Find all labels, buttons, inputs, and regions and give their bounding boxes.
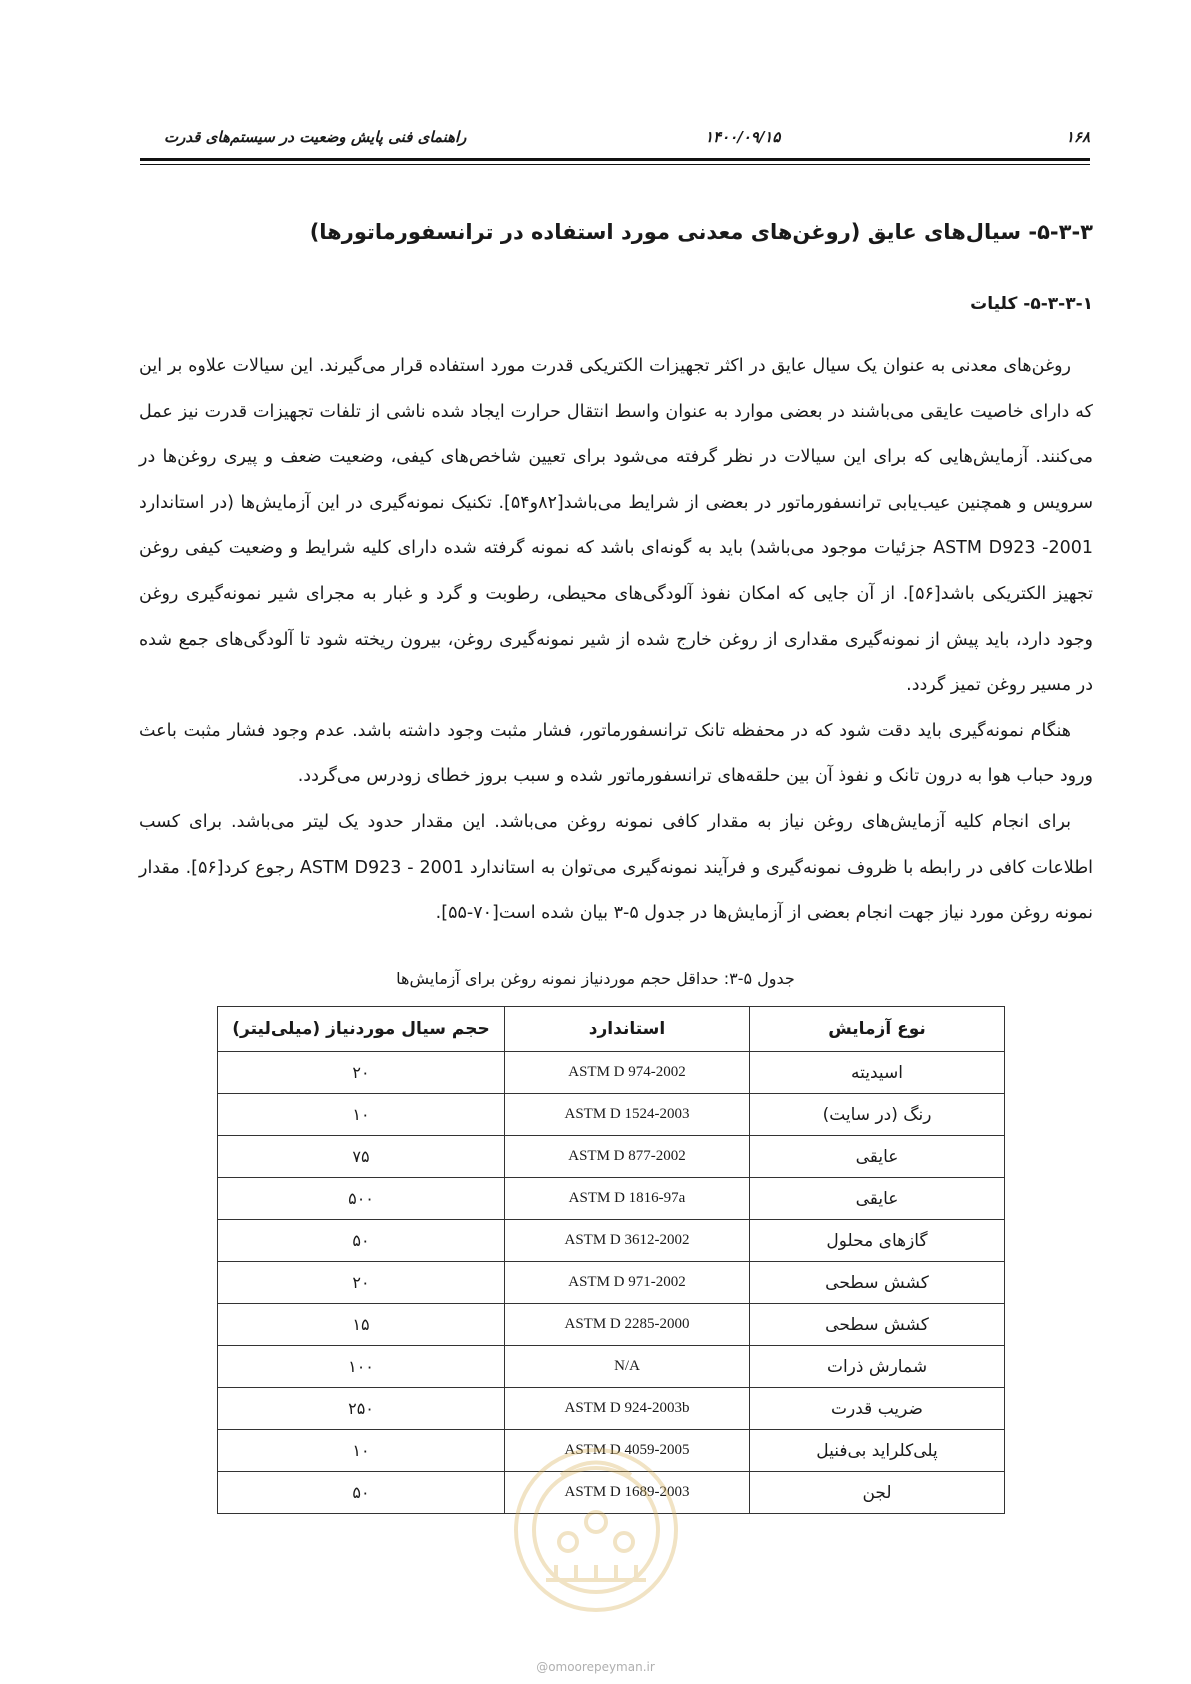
watermark-url <box>0 1660 1191 1674</box>
body-text <box>139 344 1093 937</box>
subsection-title: ۵-۳-۳-۱- کلیات <box>970 294 1093 314</box>
cell-test-type: پلی‌کلراید بی‌فنیل <box>750 1430 1005 1472</box>
cell-volume: ۱۰۰ <box>218 1346 505 1388</box>
cell-test-type: کشش سطحی <box>750 1304 1005 1346</box>
cell-standard: ASTM D 971-2002 <box>505 1262 750 1304</box>
table-row <box>218 1220 1005 1262</box>
page-header <box>140 128 1090 152</box>
table-header-row <box>218 1007 1005 1052</box>
header-rule-thick <box>140 158 1090 161</box>
cell-volume: ۵۰۰ <box>218 1178 505 1220</box>
cell-standard: ASTM D 4059-2005 <box>505 1430 750 1472</box>
table-row <box>218 1262 1005 1304</box>
cell-test-type: شمارش ذرات <box>750 1346 1005 1388</box>
cell-standard: ASTM D 3612-2002 <box>505 1220 750 1262</box>
cell-test-type: لجن <box>750 1472 1005 1514</box>
table-row <box>218 1136 1005 1178</box>
header-date: ۱۴۰۰/۰۹/۱۵ <box>705 128 781 146</box>
table-row <box>218 1346 1005 1388</box>
cell-standard: ASTM D 2285-2000 <box>505 1304 750 1346</box>
cell-test-type: ضریب قدرت <box>750 1388 1005 1430</box>
paragraph: روغن‌های معدنی به عنوان یک سیال عایق در اکثر تجهیزات الکتریکی قدرت مورد استفاده قرار می‌گیرند. این سیالات علاوه بر این که دارای خاصیت عایقی می‌باشند در بعضی موارد به عنوان واسط انتقال حرارت ایجاد شده ناشی از تلفات تجهیزات قدرت نیز عمل می‌کنند. آزمایش‌هایی که برای این سیالات در نظر گرفته می‌شود برای تعیین شاخص‌های کیفی، وضعیت ضعف و پیری روغن‌ها در سرویس و همچنین عیب‌یابی ترانسفورماتور در بعضی از شرایط می‌باشد[۸۲و۵۴]. تکنیک نمونه‌گیری در این آزمایش‌ها (در استاندارد ASTM D923 -2001 جزئیات موجود می‌باشد) باید به گونه‌ای باشد که نمونه گرفته شده دارای کلیه شرایط و وضعیت کیفی روغن تجهیز الکتریکی باشد[۵۶]. از آن جایی که امکان نفوذ آلودگی‌های محیطی، رطوبت و گرد و غبار به مجرای شیر نمونه‌گیری روغن وجود دارد، باید پیش از نمونه‌گیری مقداری از روغن خارج شده از شیر نمونه‌گیری روغن، بیرون ریخته شود تا آلودگی‌های جمع شده در مسیر روغن تمیز گردد. <box>139 356 1094 696</box>
cell-standard: ASTM D 924-2003b <box>505 1388 750 1430</box>
at-icon: @ <box>536 1660 549 1674</box>
paragraph: برای انجام کلیه آزمایش‌های روغن نیاز به مقدار کافی نمونه روغن می‌باشد. این مقدار حدود یک لیتر می‌باشد. برای کسب اطلاعات کافی در رابطه با ظروف نمونه‌گیری و فرآیند نمونه‌گیری می‌توان به استاندارد ASTM D923 - 2001 رجوع کرد[۵۶]. مقدار نمونه روغن مورد نیاز جهت انجام بعضی از آزمایش‌ها در جدول ۵-۳ بیان شده است[۷۰-۵۵]. <box>139 811 1093 924</box>
watermark-text: omoorepeyman.ir <box>548 1660 655 1674</box>
table-row <box>218 1178 1005 1220</box>
cell-volume: ۲۵۰ <box>218 1388 505 1430</box>
cell-volume: ۱۵ <box>218 1304 505 1346</box>
paragraph: هنگام نمونه‌گیری باید دقت شود که در محفظه تانک ترانسفورماتور، فشار مثبت وجود داشته باشد. عدم وجود فشار مثبت باعث ورود حباب هوا به درون تانک و نفوذ آن بین حلقه‌های ترانسفورماتور شده و سبب بروز خطای زودرس می‌گردد. <box>139 720 1093 787</box>
cell-standard: ASTM D 1524-2003 <box>505 1094 750 1136</box>
column-header-standard: استاندارد <box>505 1007 750 1052</box>
cell-volume: ۷۵ <box>218 1136 505 1178</box>
watermark-stamp <box>506 1430 686 1620</box>
cell-standard: ASTM D 974-2002 <box>505 1052 750 1094</box>
cell-test-type: عایقی <box>750 1136 1005 1178</box>
cell-volume: ۲۰ <box>218 1262 505 1304</box>
table-row <box>218 1388 1005 1430</box>
header-rule-thin <box>140 164 1090 165</box>
section-title: ۵-۳-۳- سیال‌های عایق (روغن‌های معدنی مورد استفاده در ترانسفورماتورها) <box>309 220 1093 244</box>
cell-volume: ۵۰ <box>218 1220 505 1262</box>
column-header-volume: حجم سیال موردنیاز (میلی‌لیتر) <box>218 1007 505 1052</box>
page-number: ۱۶۸ <box>1065 128 1090 146</box>
cell-volume: ۲۰ <box>218 1052 505 1094</box>
cell-standard: ASTM D 1689-2003 <box>505 1472 750 1514</box>
cell-test-type: رنگ (در سایت) <box>750 1094 1005 1136</box>
cell-standard: ASTM D 877-2002 <box>505 1136 750 1178</box>
header-title: راهنمای فنی پایش وضعیت در سیستم‌های قدرت <box>164 128 467 146</box>
table-row <box>218 1052 1005 1094</box>
cell-test-type: اسیدیته <box>750 1052 1005 1094</box>
cell-test-type: عایقی <box>750 1178 1005 1220</box>
cell-test-type: کشش سطحی <box>750 1262 1005 1304</box>
table-row <box>218 1304 1005 1346</box>
cell-volume: ۵۰ <box>218 1472 505 1514</box>
cell-volume: ۱۰ <box>218 1094 505 1136</box>
cell-test-type: گازهای محلول <box>750 1220 1005 1262</box>
column-header-test-type: نوع آزمایش <box>750 1007 1005 1052</box>
table-caption: جدول ۵-۳: حداقل حجم موردنیاز نمونه روغن برای آزمایش‌ها <box>396 969 795 988</box>
cell-standard: N/A <box>505 1346 750 1388</box>
table-row <box>218 1094 1005 1136</box>
cell-standard: ASTM D 1816-97a <box>505 1178 750 1220</box>
cell-volume: ۱۰ <box>218 1430 505 1472</box>
